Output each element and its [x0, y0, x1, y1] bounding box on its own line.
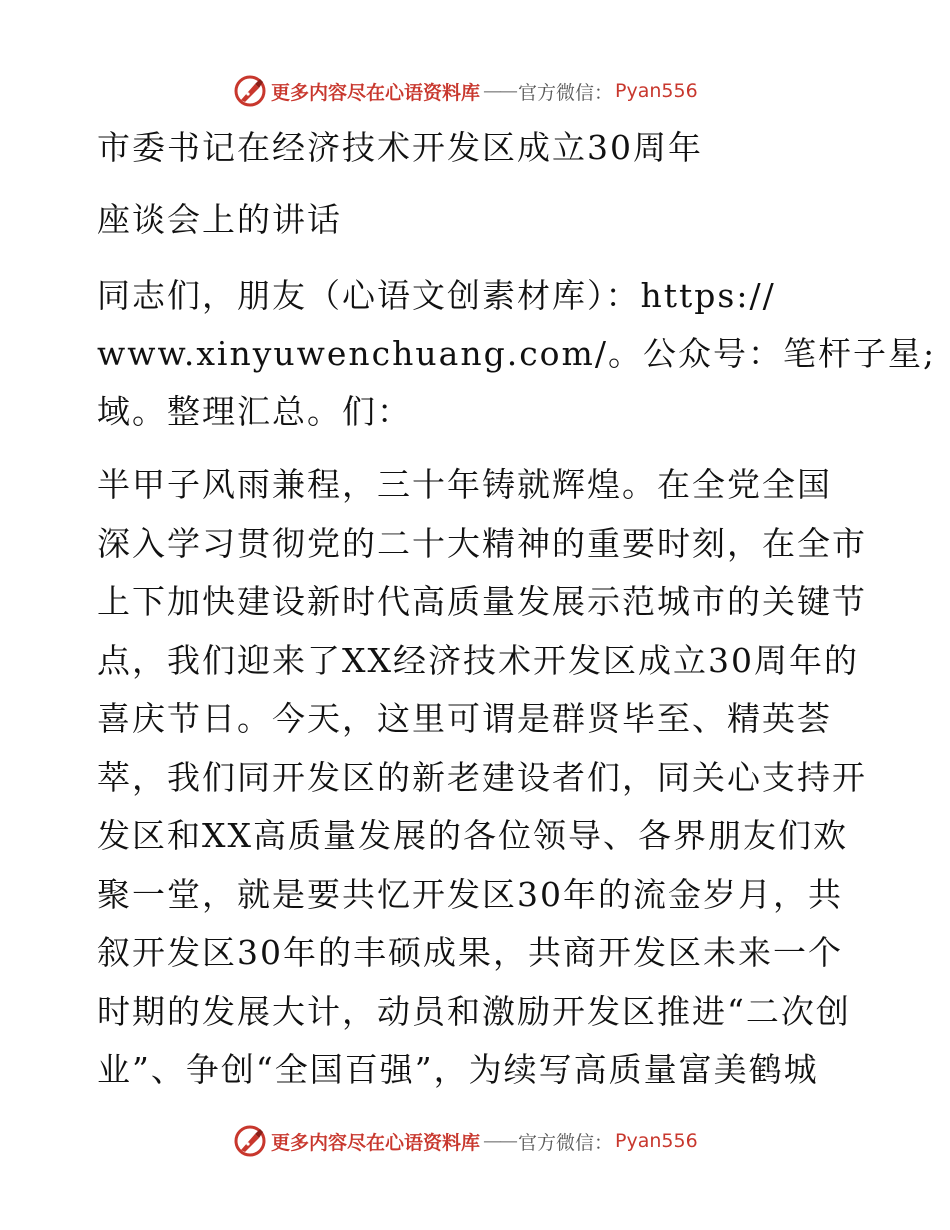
- body-line: 时期的发展大计，动员和激励开发区推进“二次创: [97, 992, 851, 1031]
- banner-main-text: 更多内容尽在心语资料库: [271, 81, 481, 104]
- pen-logo-icon: [233, 74, 267, 108]
- banner-wechat-id: Pyan556: [615, 80, 698, 102]
- banner-dash: ——: [483, 1130, 516, 1152]
- title-line-2: 座谈会上的讲话: [97, 200, 342, 239]
- pen-logo-icon: [233, 1124, 267, 1158]
- body-line: 上下加快建设新时代高质量发展示范城市的关键节: [97, 582, 867, 621]
- body-line: 萃，我们同开发区的新老建设者们，同关心支持开: [97, 758, 867, 797]
- body-line: 点，我们迎来了XX经济技术开发区成立30周年的: [97, 641, 859, 680]
- greeting-line-1: 同志们，朋友（心语文创素材库）：https://: [97, 276, 776, 315]
- body-line: 半甲子风雨兼程，三十年铸就辉煌。在全党全国: [97, 465, 832, 504]
- banner-official-label: 官方微信：: [518, 81, 614, 104]
- body-line: 业”、争创“全国百强”，为续写高质量富美鹤城: [97, 1050, 819, 1089]
- greeting-line-2: www.xinyuwenchuang.com/。公众号：笔杆子星;: [97, 334, 937, 373]
- banner-wechat-id: Pyan556: [615, 1130, 698, 1152]
- body-line: 发区和XX高质量发展的各位领导、各界朋友们欢: [97, 816, 848, 855]
- body-line: 聚一堂，就是要共忆开发区30年的流金岁月，共: [97, 875, 843, 914]
- title-line-1: 市委书记在经济技术开发区成立30周年: [97, 128, 703, 167]
- header-banner: [233, 74, 698, 108]
- footer-banner: [233, 1124, 698, 1158]
- banner-main-text: 更多内容尽在心语资料库: [271, 1131, 481, 1154]
- body-line: 喜庆节日。今天，这里可谓是群贤毕至、精英荟: [97, 699, 832, 738]
- banner-official-label: 官方微信：: [518, 1131, 614, 1154]
- body-line: 叙开发区30年的丰硕成果，共商开发区未来一个: [97, 933, 843, 972]
- body-line: 深入学习贯彻党的二十大精神的重要时刻，在全市: [97, 524, 867, 563]
- banner-dash: ——: [483, 80, 516, 102]
- greeting-line-3: 域。整理汇总。们：: [97, 392, 412, 431]
